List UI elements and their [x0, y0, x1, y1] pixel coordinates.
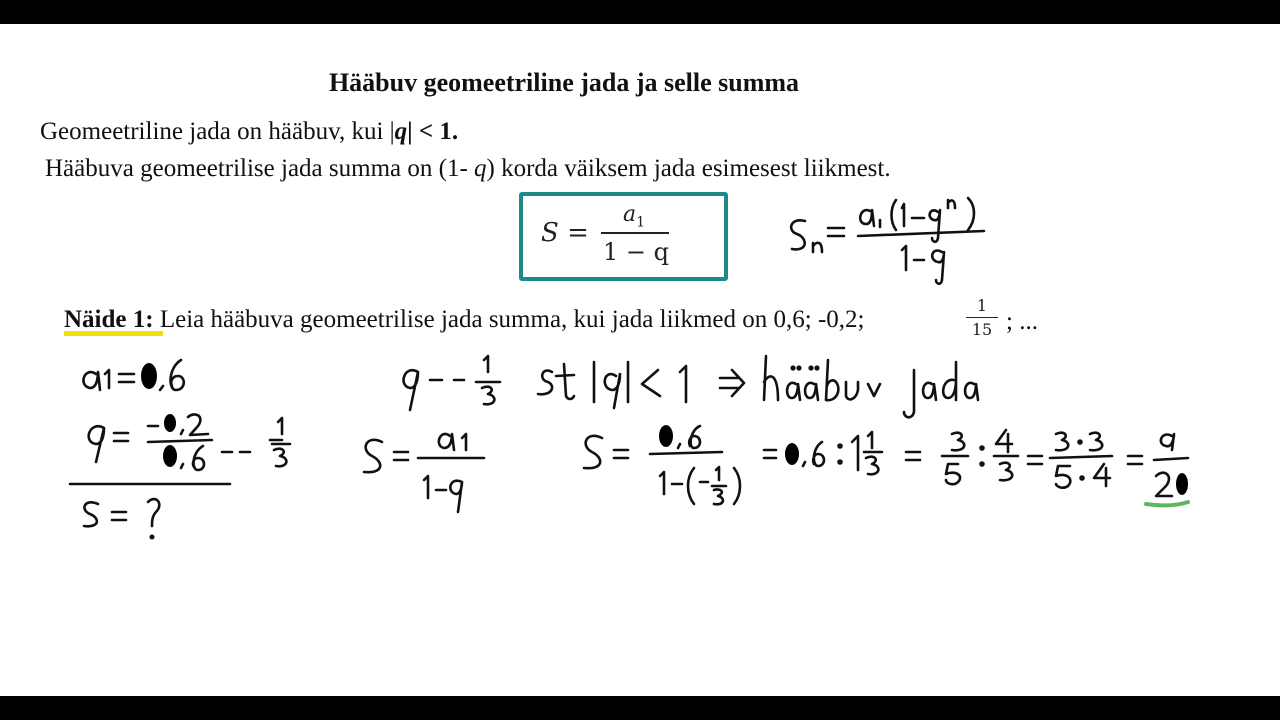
example-fraction-numerator: 1 [966, 296, 998, 318]
handwritten-abs-q-condition [594, 362, 744, 408]
handwritten-st [538, 364, 574, 399]
worksheet-page [0, 24, 1280, 696]
answer-underline [1146, 502, 1188, 505]
formula-denominator: 1 − q [603, 238, 669, 266]
sum-rule-variable: q [474, 155, 487, 182]
sum-rule-suffix: ) korda väiksem jada esimesest liikmest. [486, 155, 891, 182]
handwritten-s-formula [364, 434, 484, 512]
handwritten-q-ratio [89, 414, 290, 470]
handwritten-annotations [0, 24, 1280, 696]
handwritten-calculation [584, 425, 1188, 504]
handwritten-q-value [404, 356, 500, 410]
sum-rule-prefix: Hääbuva geomeetrilise jada summa on (1- [45, 155, 475, 182]
formula-lhs: S = [541, 218, 589, 248]
formula-numerator: $a_1$ [623, 202, 646, 231]
handwritten-sn-formula [791, 198, 984, 284]
definition-variable: q [394, 118, 408, 145]
example-label: Näide 1: [64, 306, 154, 333]
handwritten-haabuv-jada [764, 356, 978, 417]
example-ellipsis: ; ... [1006, 308, 1038, 335]
handwritten-a1-value [83, 360, 183, 390]
handwritten-s-unknown [84, 499, 159, 538]
example-fraction-denominator: 15 [971, 320, 993, 339]
definition-prefix: Geomeetriline jada on hääbuv, kui | [40, 118, 395, 145]
page-title: Hääbuv geomeetriline jada ja selle summa [328, 68, 800, 97]
definition-suffix: | < 1. [407, 118, 459, 145]
example-text: Leia hääbuva geomeetrilise jada summa, kui jada liikmed on 0,6; -0,2; [153, 306, 865, 333]
